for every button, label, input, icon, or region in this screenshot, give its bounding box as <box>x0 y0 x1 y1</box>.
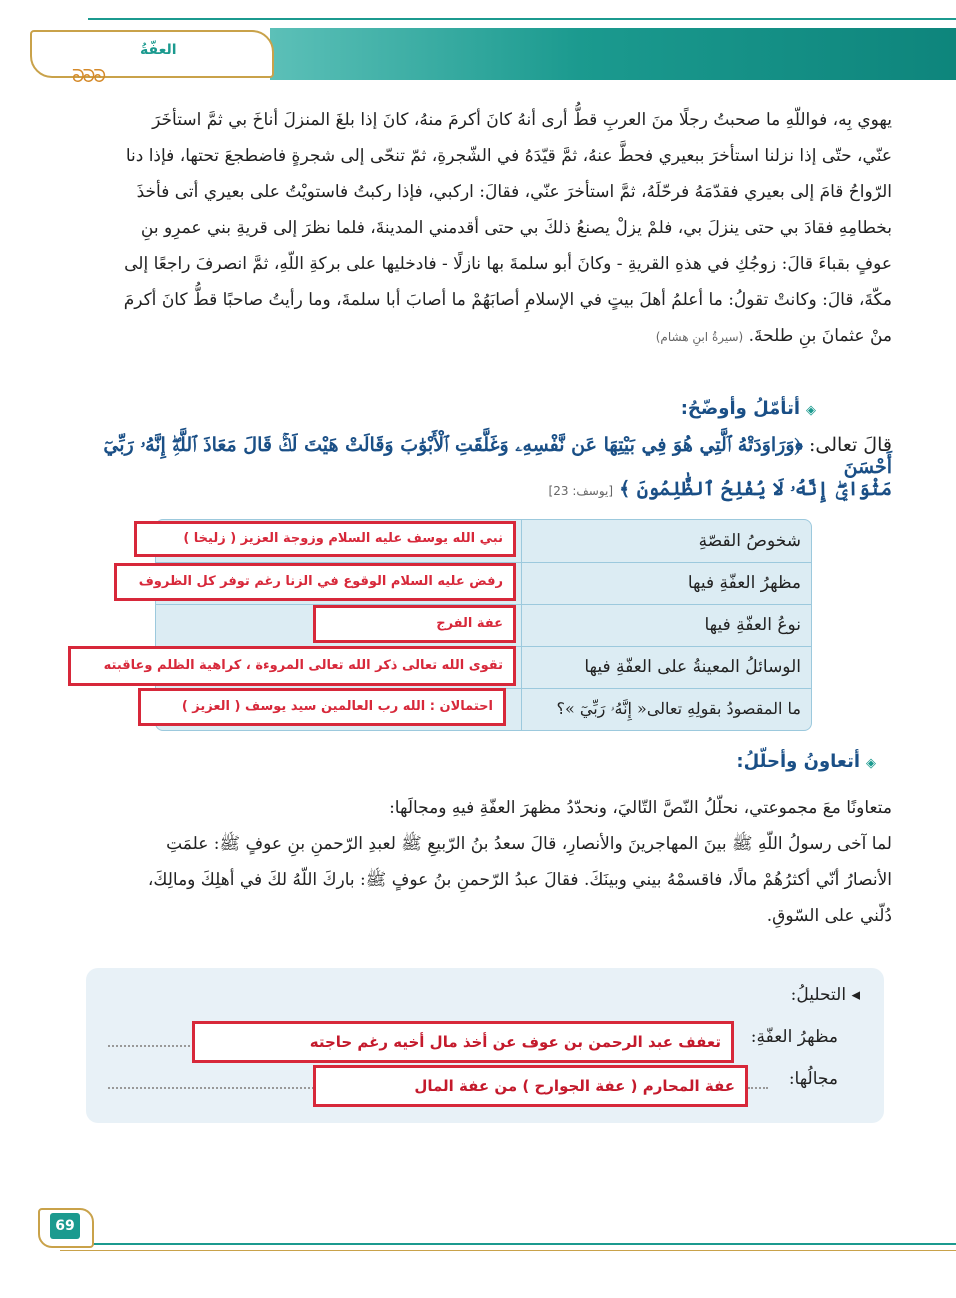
analysis-label-domain: مجالُها: <box>788 1069 838 1089</box>
analysis-bullet-icon: ◂ <box>851 985 860 1005</box>
answer-box-chastity-aspect[interactable]: رفض عليه السلام الوقوع في الزنا رغم توفر كل الظروف <box>114 563 516 601</box>
verse-reference: [يوسف: 23] <box>548 484 614 498</box>
story-line-last <box>78 318 892 355</box>
cooperate-paragraph <box>78 790 892 934</box>
story-line: مكّةَ، قالَ: وكانتْ تقولُ: ما أعلمُ أهلَ بيتٍ في الإسلامِ أصابَهُمْ ما أصابَ أبا سلمةَ، وما رأيتُ صاحبًا قطُّ كانَ أكرمَ <box>123 290 892 310</box>
story-line: الرّواحُ قامَ إلى بعيري فقدّمَهُ فرحّلَهُ، ثمَّ استأخرَ عنّي، فقالَ: اركبي، فإذا ركبتُ فاستويْتُ على بعيري أتى فأخذَ <box>136 182 892 202</box>
verse-line-1 <box>78 434 892 478</box>
dotted-line <box>108 1045 194 1047</box>
diamond-bullet-icon: ◈ <box>806 403 816 418</box>
story-line: منْ عثمانَ بنِ طلحةَ. <box>748 326 892 346</box>
story-line: بخطامِهِ فقادَ بي حتى ينزلَ بي، فلمْ يزلْ يصنعُ ذلكَ بي حتى أقدمني المدينةَ، فلما نظرَ إلى قريةِ بني عمرِو بنِ <box>140 218 892 238</box>
cooperate-line: لما آخى رسولُ اللّهِ ﷺ بينَ المهاجرينَ والأنصارِ، قالَ سعدُ بنُ الرّبيعِ ﷺ لعبدِ الرّحمنِ بنِ عوفٍ ﷺ: علمَتِ <box>166 834 892 854</box>
story-paragraph <box>78 102 892 355</box>
story-line: يهوي بِه، فواللّهِ ما صحبتُ رجلًا منَ العربِ قطُّ أرى أنهُ كانَ أكرمَ منهُ، كانَ إذا بلغَ المنزلَ أناخَ بي ثمَّ استأخَرَ <box>152 110 892 130</box>
verse-intro: قالَ تعالى: <box>809 434 892 456</box>
row-label: شخوصُ القصّةِ <box>698 531 801 551</box>
column-divider <box>521 562 522 604</box>
header-band <box>270 28 956 80</box>
answer-box-characters[interactable]: نبي الله يوسف عليه السلام وزوجة العزيز ( زليخا ) <box>134 521 516 557</box>
story-line: عوفٍ بقباءَ قالَ: زوجُكِ في هذهِ القريةِ - وكانَ أبو سلمةَ بها نازلًا - فادخليها على بركةِ اللّهِ، ثمَّ انصرفَ راجعًا إلى <box>124 254 892 274</box>
row-label: ما المقصودُ بقولِهِ تعالى« إِنَّهُۥ رَبِّيٓ »؟ <box>556 699 801 718</box>
row-label: نوعُ العفّةِ فيها <box>704 615 801 635</box>
analysis-title: ◂ التحليلُ: <box>790 985 860 1005</box>
answer-box-meaning[interactable]: احتمالان : الله رب العالمين سيد يوسف ( العزيز ) <box>138 688 506 726</box>
answer-box-helping-means[interactable]: تقوى الله تعالى ذكر الله تعالى المروءة ، كراهية الظلم وعاقبته <box>68 646 516 686</box>
footer-line <box>60 1243 956 1245</box>
page-number: 69 <box>50 1213 80 1239</box>
cooperate-intro: متعاونًا معَ مجموعتي، نحلّلُ النّصَّ التّاليَ، ونحدّدُ مظهرَ العفّةِ فيهِ ومجالَها: <box>389 798 892 818</box>
verse-text: ﴿وَرَاوَدَتْهُ ٱلَّتِي هُوَ فِي بَيْتِهَا عَن نَّفْسِهِۦ وَغَلَّقَتِ ٱلْأَبْوَٰبَ وَقَالَتْ هَيْتَ لَكَۚ قَالَ مَعَاذَ ٱللَّهِۖ إِنَّهُۥ رَبِّيٓ أَحْسَنَ <box>103 434 892 478</box>
story-line: عنّي، حتّى إذا نزلنا استأخرَ ببعيري فحطَّ عنهُ، ثمَّ قيّدَهُ في الشّجرةِ، ثمّ تنحّى إلى شجرةٍ فاضطجعَ تحتها، فإذا دنا <box>125 146 892 166</box>
answer-box-analysis-domain[interactable]: عفة المحارم ( عفة الجوارح ) من عفة المال <box>313 1065 748 1107</box>
verse-line-2 <box>78 478 892 500</box>
column-divider <box>521 520 522 562</box>
dotted-line <box>108 1087 314 1089</box>
diamond-bullet-icon: ◈ <box>866 756 876 771</box>
cooperate-line: دُلّني على السّوقِ. <box>766 906 892 926</box>
column-divider <box>521 604 522 646</box>
answer-box-analysis-aspect[interactable]: تعفف عبد الرحمن بن عوف عن أخذ مال أخيه رغم حاجته <box>192 1021 734 1063</box>
row-label: الوسائلُ المعينةُ على العفّةِ فيها <box>584 657 801 677</box>
header-top-line <box>88 18 956 20</box>
section-heading-cooperate: ◈أتعاونُ وأحلّلُ: <box>736 751 876 772</box>
column-divider <box>521 646 522 688</box>
verse-text: مَثْوَايَۖ إِنَّهُۥ لَا يُفْلِحُ ٱلظَّٰلِمُونَ ﴾ <box>619 478 892 500</box>
answer-box-chastity-type[interactable]: عفة الفرج <box>313 605 516 643</box>
footer-line-gold <box>60 1250 956 1251</box>
story-source: (سيرةُ ابنِ هشام) <box>655 330 744 344</box>
column-divider <box>521 688 522 730</box>
ornament-icon: ᘐᘐᘐ <box>72 66 105 87</box>
analysis-label-aspect: مظهرُ العفّةِ: <box>750 1027 838 1047</box>
cooperate-line: الأنصارُ أنّي أكثرُهُمْ مالًا، فاقسمْهُ بيني وبينَكَ. فقالَ عبدُ الرّحمنِ بنُ عوفٍ ﷺ: باركَ اللّهُ لكَ في أهلِكَ ومالِكَ، <box>147 870 892 890</box>
dotted-line <box>748 1087 768 1089</box>
row-label: مظهرُ العفّةِ فيها <box>687 573 801 593</box>
chapter-title: العفّةُ <box>140 42 177 58</box>
section-heading-reflect: ◈أتأمّلُ وأوضّحُ: <box>680 398 816 419</box>
